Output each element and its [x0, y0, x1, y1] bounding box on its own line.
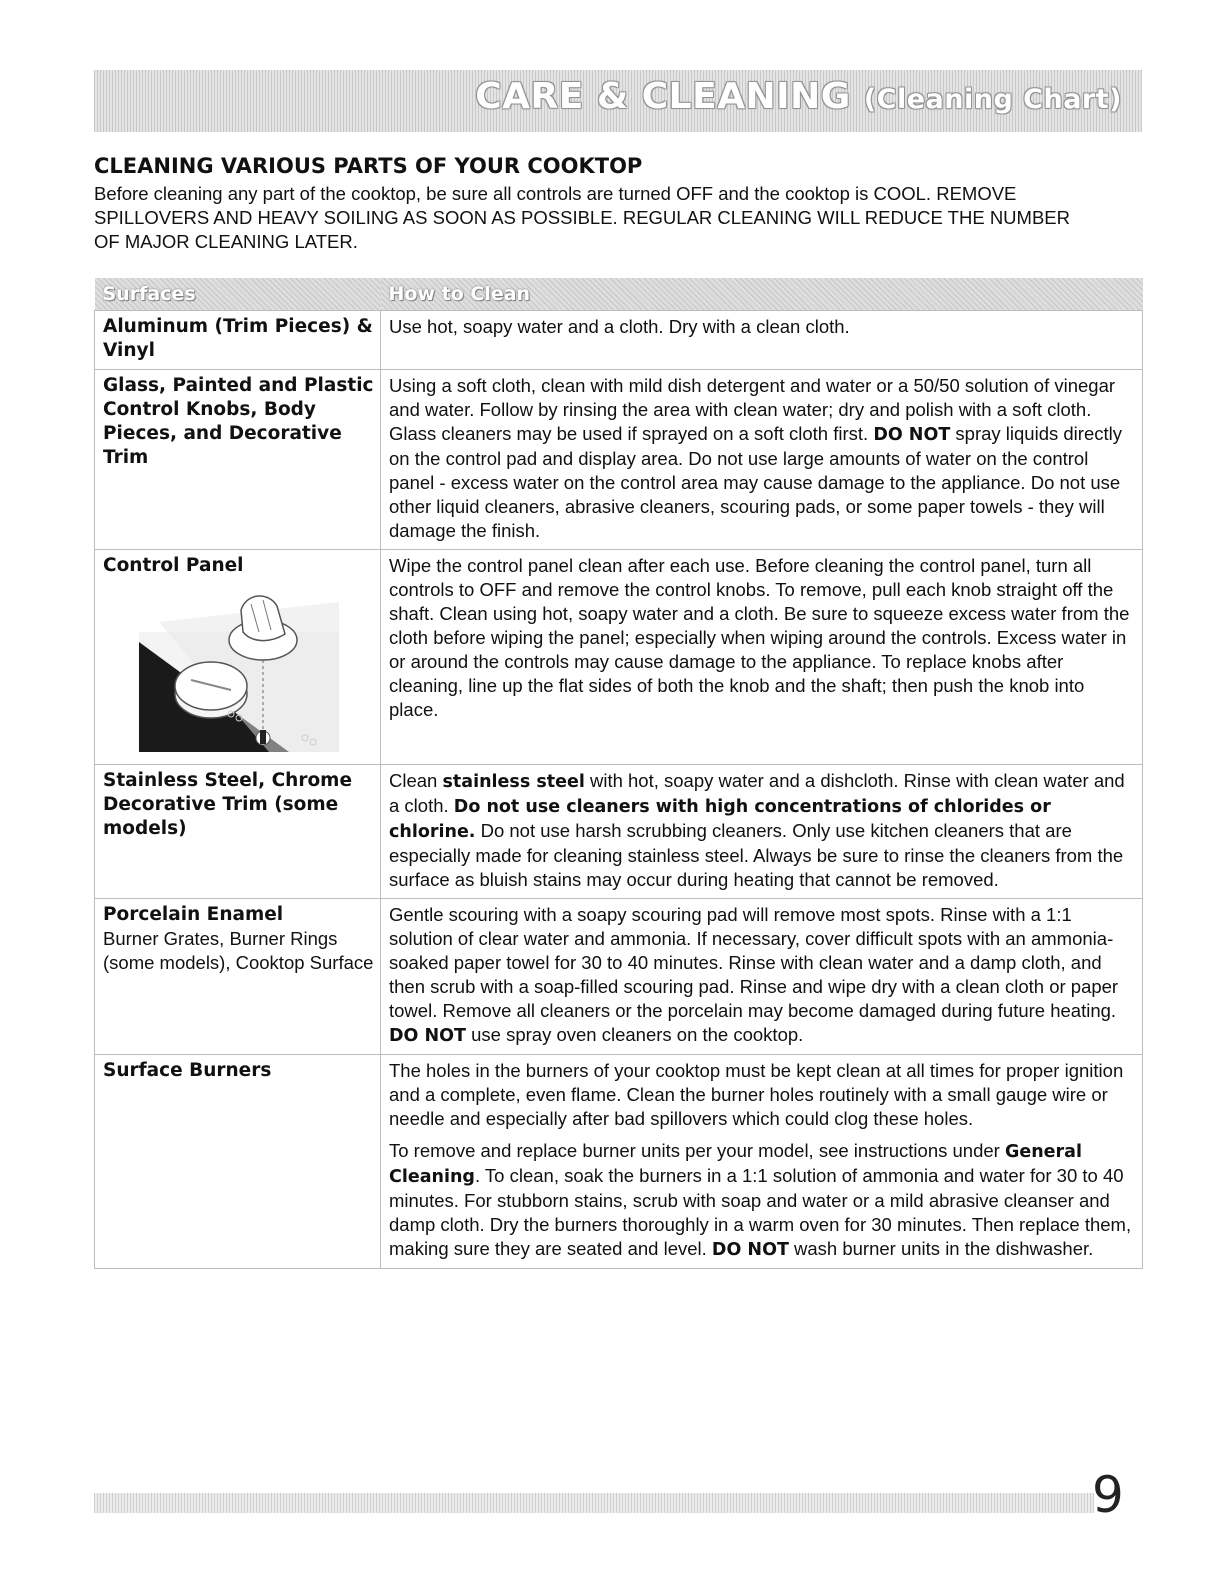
banner-title: [475, 76, 1122, 117]
surface-cell: [95, 311, 381, 370]
surface-cell: [95, 899, 381, 1055]
page-banner: [94, 70, 1142, 132]
surface-name: Porcelain Enamel: [103, 904, 284, 925]
surface-name: Control Panel: [103, 555, 244, 576]
surface-cell: [95, 370, 381, 550]
how-text-c: spray liquids directly on the control pad and display area. Do not use large amounts of water on the control panel - excess water on the control area may cause damage to the appliance. Do not use other liquid cleaners, abrasive cleaners, scouring pads, or some paper towels - they will damage the finish.: [389, 423, 1122, 541]
surface-name: Stainless Steel, Chrome Decorative Trim (some models): [103, 770, 352, 839]
stainless-steel-bold: stainless steel: [442, 772, 585, 792]
section-heading: CLEANING VARIOUS PARTS OF YOUR COOKTOP: [94, 154, 643, 178]
how-cell: [381, 311, 1143, 370]
how-text-e: wash burner units in the dishwasher.: [794, 1238, 1094, 1259]
surface-cell: [95, 550, 381, 765]
control-knob-illustration: [139, 582, 339, 752]
surface-subtext: Burner Grates, Burner Rings (some models), Cooktop Surface: [103, 928, 374, 973]
chloride-warning: Do not use cleaners with high concentrations of chlorides or chlorine.: [389, 797, 1051, 842]
footer-bar: [94, 1493, 1094, 1513]
how-text-c: use spray oven cleaners on the cooktop.: [471, 1024, 804, 1045]
how-text: Wipe the control panel clean after each use. Before cleaning the control panel, turn all controls to OFF and remove the control knobs. To remove, pull each knob straight off the shaft. Clean using hot, soapy water and a cloth. Be sure to squeeze excess water from the cloth before wiping the panel; especially when wiping around the controls. Excess water in or around the controls may cause damage to the appliance. To replace knobs after cleaning, line up the flat sides of both the knob and the shaft; then push the knob into place.: [389, 555, 1130, 720]
do-not-warning: DO NOT: [873, 425, 951, 445]
general-cleaning-reference: General Cleaning: [389, 1142, 1082, 1187]
surface-cell: [95, 1055, 381, 1269]
how-text-c: with hot, soapy water and a dishcloth. Rinse with clean water and a cloth.: [389, 770, 1125, 816]
how-text-a: Clean: [389, 770, 438, 791]
surface-name: Aluminum (Trim Pieces) & Vinyl: [103, 316, 373, 361]
table-row: [95, 765, 1143, 899]
table-row: [95, 370, 1143, 550]
how-text: [389, 769, 1136, 892]
table-row: [95, 899, 1143, 1055]
page-number: 9: [1092, 1466, 1124, 1524]
how-text: [389, 374, 1136, 543]
how-text-a: Using a soft cloth, clean with mild dish detergent and water or a 50/50 solution of vinegar and water. Follow by rinsing the area with clean water; dry and polish with a soft cloth. Glass cleaners may be used if sprayed on a soft cloth first.: [389, 375, 1116, 444]
intro-paragraph: Before cleaning any part of the cooktop, be sure all controls are turned OFF and the cooktop is COOL. REMOVE SPILLOVERS AND HEAVY SOILING AS SOON AS POSSIBLE. REGULAR CLEANING WILL REDUCE THE NUMBER OF MAJOR CLEANING LATER.: [94, 183, 1070, 252]
banner-subtitle: (Cleaning Chart): [863, 84, 1122, 115]
banner-title-main: CARE & CLEANING: [475, 76, 851, 117]
table-row: [95, 311, 1143, 370]
how-text-a: Gentle scouring with a soapy scouring pad will remove most spots. Rinse with a 1:1 solution of clear water and ammonia. If necessary, cover difficult spots with an ammonia-soaked paper towel for 30 to 40 minutes. Rinse with clean water and a damp cloth, and then scrub with a soap-filled scouring pad. Rinse and wipe dry with a clean cloth or paper towel. Remove all cleaners or the porcelain may become damaged during future heating.: [389, 904, 1119, 1021]
how-cell: [381, 765, 1143, 899]
surface-name: Surface Burners: [103, 1060, 272, 1081]
header-surfaces: Surfaces: [95, 278, 381, 311]
do-not-warning: DO NOT: [711, 1240, 789, 1260]
table-row: [95, 1055, 1143, 1269]
table-row: [95, 550, 1143, 765]
how-text: [389, 903, 1136, 1048]
do-not-warning: DO NOT: [389, 1026, 466, 1046]
how-text: Use hot, soapy water and a cloth. Dry with a clean cloth.: [389, 316, 850, 337]
how-text-c: . To clean, soak the burners in a 1:1 solution of ammonia and water for 30 to 40 minutes. For stubborn stains, scrub with soap and water or a mild abrasive cleanser and damp cloth. Dry the burners thoroughly in a warm oven for 30 minutes. Then replace them, making sure they are seated and level.: [389, 1165, 1132, 1259]
how-cell: [381, 899, 1143, 1055]
how-text-a: To remove and replace burner units per your model, see instructions under: [389, 1140, 1000, 1161]
how-cell: [381, 1055, 1143, 1269]
how-paragraph-1: The holes in the burners of your cooktop must be kept clean at all times for proper ignition and a complete, even flame. Clean the burner holes routinely with a small gauge wire or needle and especially after bad spillovers which could clog these holes.: [389, 1060, 1124, 1129]
how-text-e: Do not use harsh scrubbing cleaners. Only use kitchen cleaners that are especially made for cleaning stainless steel. Always be sure to rinse the cleaners from the surface as bluish stains may occur during heating that cannot be removed.: [389, 820, 1124, 890]
how-cell: [381, 550, 1143, 765]
table-header-row: [95, 278, 1143, 311]
how-paragraph-2: [389, 1139, 1136, 1262]
header-how-to-clean: How to Clean: [381, 278, 1143, 311]
surface-name: Glass, Painted and Plastic Control Knobs, Body Pieces, and Decorative Trim: [103, 375, 374, 468]
cleaning-chart-table: [94, 278, 1143, 1269]
how-cell: [381, 370, 1143, 550]
surface-cell: [95, 765, 381, 899]
